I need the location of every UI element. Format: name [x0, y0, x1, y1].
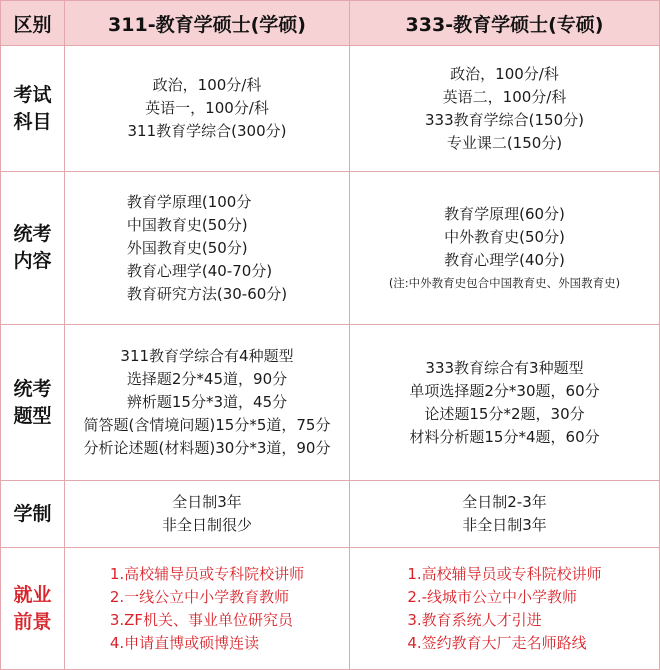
cell-311-content	[65, 172, 350, 325]
header-333: 333-教育学硕士(专硕)	[350, 1, 660, 46]
label-line: 学制	[13, 502, 52, 525]
text-line: 教育心理学(40分)	[444, 250, 565, 269]
note-line: (注:中外教育史包合中国教育史、外国教育史)	[388, 275, 621, 290]
text-line: 中外教育史(50分)	[444, 227, 565, 246]
cell-311-types	[65, 325, 350, 481]
text-line: 1.高校辅导员或专科院校讲师	[109, 564, 305, 583]
text-line: 分析论述题(材料题)30分*3道，90分	[83, 439, 331, 457]
cell-333-subjects	[350, 46, 660, 172]
text-line: 333教育学综合(150分)	[425, 110, 584, 129]
label-line: 内容	[13, 250, 52, 272]
row-exam-content	[1, 172, 660, 325]
label-exam-subjects	[1, 46, 65, 172]
text-line: 4.申请直博或硕博连读	[109, 633, 260, 652]
text-line: 专业课二(150分)	[446, 133, 563, 152]
text-line: 辨析题15分*3道，45分	[126, 393, 288, 411]
text-line: 全日制2-3年	[462, 493, 547, 511]
text-line: 4.签约教育大厂走名师路线	[407, 633, 587, 652]
text-line: 教育研究方法(30-60分)	[126, 284, 288, 303]
row-career-prospects	[1, 548, 660, 670]
label-line: 统考	[13, 223, 52, 245]
text-line: 非全日制很少	[161, 516, 252, 534]
text-line: 单项选择题2分*30题，60分	[409, 381, 600, 400]
text-line: 3.教育系统人才引进	[407, 610, 542, 629]
text-line: 2.一线公立中小学教育教师	[109, 587, 290, 606]
text-line: 311教育学综合有4种题型	[120, 347, 294, 365]
text-line: 外国教育史(50分)	[126, 238, 248, 257]
label-line: 考试	[13, 83, 52, 106]
label-line: 题型	[13, 404, 52, 427]
label-line: 统考	[13, 377, 52, 400]
text-line: 非全日制3年	[462, 516, 547, 534]
text-line: 教育心理学(40-70分)	[126, 261, 273, 280]
label-line: 就业	[13, 583, 52, 606]
text-line: 311教育学综合(300分)	[127, 122, 287, 140]
cell-333-types	[350, 325, 660, 481]
text-line: 论述题15分*2题，30分	[424, 404, 585, 423]
label-study-system	[1, 481, 65, 548]
cell-333-career	[350, 548, 660, 670]
cell-311-system	[65, 481, 350, 548]
label-line: 科目	[13, 110, 52, 133]
text-line: 教育学原理(100分	[126, 192, 252, 211]
text-line: 材料分析题15分*4题，60分	[409, 427, 600, 446]
text-line: 英语二，100分/科	[442, 87, 567, 106]
text-line: 333教育综合有3种题型	[425, 358, 584, 377]
text-line: 全日制3年	[172, 493, 242, 511]
label-career-prospects	[1, 548, 65, 670]
cell-333-content	[350, 172, 660, 325]
text-line: 2.-线城市公立中小学教师	[407, 587, 578, 606]
cell-333-system	[350, 481, 660, 548]
text-line: 政治，100分/科	[152, 76, 262, 94]
header-311: 311-教育学硕士(学硕)	[65, 1, 350, 46]
row-study-system	[1, 481, 660, 548]
header-diff: 区别	[1, 1, 65, 46]
text-line: 教育学原理(60分)	[444, 204, 565, 223]
label-exam-content	[1, 172, 65, 325]
label-question-types	[1, 325, 65, 481]
text-line: 选择题2分*45道，90分	[126, 370, 288, 388]
text-line: 简答题(含情境问题)15分*5道，75分	[83, 416, 331, 434]
row-exam-subjects	[1, 46, 660, 172]
text-line: 英语一，100分/科	[145, 99, 269, 117]
cell-311-subjects	[65, 46, 350, 172]
text-line: 中国教育史(50分)	[126, 215, 248, 234]
header-row	[1, 1, 660, 46]
cell-311-career	[65, 548, 350, 670]
text-line: 3.ZF机关、事业单位研究员	[109, 610, 294, 629]
row-question-types	[1, 325, 660, 481]
text-line: 政治，100分/科	[450, 64, 559, 83]
label-line: 前景	[13, 610, 52, 633]
text-line: 1.高校辅导员或专科院校讲师	[407, 564, 602, 583]
